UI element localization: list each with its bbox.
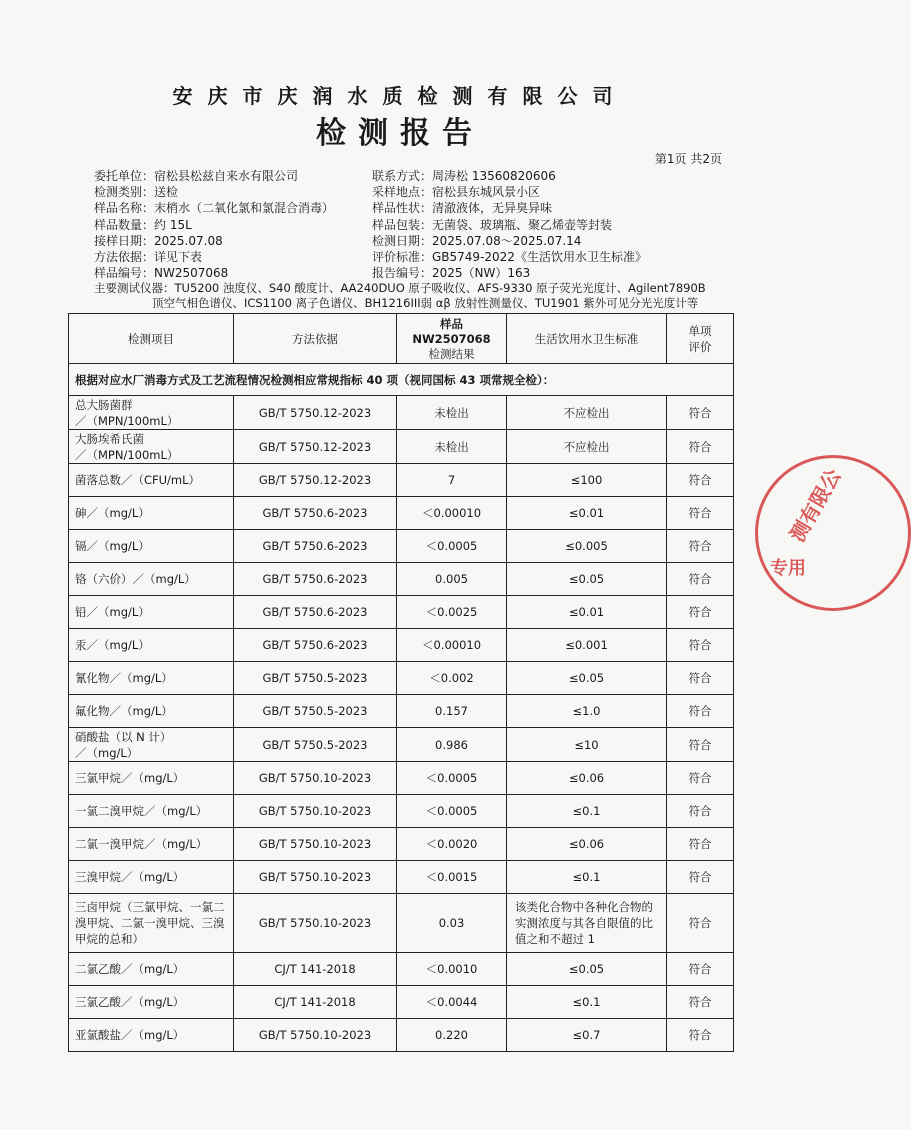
info-left: 样品编号：NW2507068 (94, 266, 229, 281)
cell-item: 三卤甲烷（三氯甲烷、一氯二溴甲烷、二氯一溴甲烷、三溴甲烷的总和） (69, 894, 234, 953)
page-indicator: 第1页 共2页 (654, 152, 722, 166)
cell-standard: ≤0.005 (507, 530, 667, 563)
cell-eval: 符合 (667, 563, 734, 596)
cell-item: 总大肠菌群 ／（MPN/100mL） (69, 396, 234, 430)
instruments-line-1: 主要测试仪器：TU5200 浊度仪、S40 酸度计、AA240DUO 原子吸收仪、AFS-9330 原子荧光光度计、Agilent7890B (94, 281, 706, 295)
table-header-row (69, 314, 734, 364)
cell-eval: 符合 (667, 629, 734, 662)
cell-standard: ≤0.1 (507, 795, 667, 828)
seal-text-bottom: 专用 (770, 558, 806, 579)
cell-standard: ≤100 (507, 464, 667, 497)
cell-result: ＜0.0025 (397, 596, 507, 629)
cell-standard: ≤0.05 (507, 953, 667, 986)
cell-eval: 符合 (667, 894, 734, 953)
cell-eval: 符合 (667, 795, 734, 828)
table-row (69, 762, 734, 795)
cell-standard: ≤0.01 (507, 497, 667, 530)
cell-method: GB/T 5750.10-2023 (234, 828, 397, 861)
cell-item: 三溴甲烷／（mg/L） (69, 861, 234, 894)
cell-standard: ≤1.0 (507, 695, 667, 728)
cell-result: ＜0.0010 (397, 953, 507, 986)
cell-eval: 符合 (667, 530, 734, 563)
cell-method: GB/T 5750.10-2023 (234, 861, 397, 894)
info-left: 样品名称：末梢水（二氧化氯和氯混合消毒） (94, 201, 335, 216)
company-name: 安庆市庆润水质检测有限公司 (172, 84, 628, 108)
table-row (69, 695, 734, 728)
cell-result: ＜0.0005 (397, 762, 507, 795)
info-right: 采样地点：宿松县东城风景小区 (372, 185, 541, 200)
cell-method: GB/T 5750.10-2023 (234, 795, 397, 828)
cell-item: 三氯甲烷／（mg/L） (69, 762, 234, 795)
report-info (94, 168, 734, 281)
header-standard: 生活饮用水卫生标准 (507, 314, 667, 364)
cell-method: CJ/T 141-2018 (234, 986, 397, 1019)
section-text: 根据对应水厂消毒方式及工艺流程情况检测相应常规指标 40 项（视同国标 43 项常规全检）： (69, 364, 734, 396)
info-right: 样品性状：清澈液体，无异臭异味 (372, 201, 553, 216)
info-right: 检测日期：2025.07.08～2025.07.14 (372, 233, 582, 248)
table-row (69, 662, 734, 695)
info-row (94, 200, 734, 216)
cell-method: CJ/T 141-2018 (234, 953, 397, 986)
cell-standard: ≤0.1 (507, 861, 667, 894)
header-result-label: 检测结果 (428, 346, 475, 361)
table-row (69, 953, 734, 986)
results-table (68, 313, 734, 1052)
cell-method: GB/T 5750.10-2023 (234, 762, 397, 795)
table-row (69, 563, 734, 596)
cell-eval: 符合 (667, 430, 734, 464)
seal-text-top: 测有限公 (784, 464, 846, 546)
header-item: 检测项目 (69, 314, 234, 364)
cell-standard: ≤10 (507, 728, 667, 762)
cell-method: GB/T 5750.6-2023 (234, 629, 397, 662)
info-right: 报告编号：2025（NW）163 (372, 266, 531, 281)
cell-eval: 符合 (667, 828, 734, 861)
cell-eval: 符合 (667, 662, 734, 695)
header-result (397, 314, 507, 364)
info-left: 接样日期：2025.07.08 (94, 233, 223, 248)
cell-eval: 符合 (667, 1019, 734, 1052)
cell-eval: 符合 (667, 497, 734, 530)
cell-result: 0.986 (397, 728, 507, 762)
info-left: 委托单位：宿松县松兹自来水有限公司 (94, 169, 299, 183)
cell-eval: 符合 (667, 464, 734, 497)
cell-standard: ≤0.06 (507, 828, 667, 861)
info-row (94, 184, 734, 200)
cell-method: GB/T 5750.5-2023 (234, 695, 397, 728)
cell-item: 菌落总数／（CFU/mL） (69, 464, 234, 497)
cell-eval: 符合 (667, 986, 734, 1019)
info-right: 样品包装：无菌袋、玻璃瓶、聚乙烯壶等封装 (372, 217, 613, 232)
info-row (94, 233, 734, 249)
cell-result: ＜0.00010 (397, 497, 507, 530)
cell-result: 0.220 (397, 1019, 507, 1052)
cell-standard: 该类化合物中各种化合物的实测浓度与其各自限值的比值之和不超过 1 (507, 894, 667, 953)
cell-item: 砷／（mg/L） (69, 497, 234, 530)
cell-standard: ≤0.05 (507, 662, 667, 695)
cell-method: GB/T 5750.10-2023 (234, 894, 397, 953)
cell-result: ＜0.0005 (397, 530, 507, 563)
info-right: 联系方式：周涛松 13560820606 (372, 169, 556, 183)
cell-result: 7 (397, 464, 507, 497)
cell-method: GB/T 5750.10-2023 (234, 1019, 397, 1052)
cell-result: 0.157 (397, 695, 507, 728)
table-row (69, 1019, 734, 1052)
header-eval (667, 314, 734, 364)
cell-standard: ≤0.01 (507, 596, 667, 629)
cell-eval: 符合 (667, 695, 734, 728)
cell-item: 氟化物／（mg/L） (69, 695, 234, 728)
table-row (69, 861, 734, 894)
table-row (69, 530, 734, 563)
cell-eval: 符合 (667, 728, 734, 762)
cell-item: 镉／（mg/L） (69, 530, 234, 563)
cell-standard: ≤0.06 (507, 762, 667, 795)
info-left: 检测类别：送检 (94, 185, 179, 200)
table-row (69, 828, 734, 861)
cell-result: ＜0.0005 (397, 795, 507, 828)
info-row (94, 168, 734, 184)
cell-result: ＜0.002 (397, 662, 507, 695)
cell-result: ＜0.0020 (397, 828, 507, 861)
table-row (69, 396, 734, 430)
cell-standard: ≤0.05 (507, 563, 667, 596)
cell-method: GB/T 5750.12-2023 (234, 396, 397, 430)
header-eval-2: 评价 (688, 339, 712, 354)
company-seal (755, 455, 911, 611)
cell-eval: 符合 (667, 861, 734, 894)
cell-item: 铬（六价）／（mg/L） (69, 563, 234, 596)
header-sample: 样品 NW2507068 (412, 316, 491, 346)
cell-standard: 不应检出 (507, 396, 667, 430)
cell-eval: 符合 (667, 762, 734, 795)
cell-result: ＜0.0044 (397, 986, 507, 1019)
cell-item: 二氯一溴甲烷／（mg/L） (69, 828, 234, 861)
table-row (69, 986, 734, 1019)
cell-item: 一氯二溴甲烷／（mg/L） (69, 795, 234, 828)
cell-method: GB/T 5750.6-2023 (234, 596, 397, 629)
cell-item: 二氯乙酸／（mg/L） (69, 953, 234, 986)
cell-method: GB/T 5750.6-2023 (234, 497, 397, 530)
header-method: 方法依据 (234, 314, 397, 364)
cell-standard: ≤0.001 (507, 629, 667, 662)
info-right: 评价标准：GB5749-2022《生活饮用水卫生标准》 (372, 250, 647, 265)
info-row (94, 249, 734, 265)
cell-item: 汞／（mg/L） (69, 629, 234, 662)
cell-result: ＜0.00010 (397, 629, 507, 662)
cell-result: 未检出 (397, 430, 507, 464)
table-row (69, 464, 734, 497)
cell-method: GB/T 5750.6-2023 (234, 530, 397, 563)
section-row (69, 364, 734, 396)
instruments-line-2: 顶空气相色谱仪、ICS1100 离子色谱仪、BH1216III弱 αβ 放射性测量仪、TU1901 紫外可见分光光度计等 (152, 296, 699, 310)
cell-item: 硝酸盐（以 N 计） ／（mg/L） (69, 728, 234, 762)
info-left: 样品数量：约 15L (94, 217, 192, 232)
cell-method: GB/T 5750.12-2023 (234, 430, 397, 464)
cell-method: GB/T 5750.6-2023 (234, 563, 397, 596)
cell-result: 未检出 (397, 396, 507, 430)
info-row (94, 265, 734, 281)
instruments-list (94, 281, 734, 311)
table-row (69, 497, 734, 530)
cell-result: ＜0.0015 (397, 861, 507, 894)
cell-eval: 符合 (667, 396, 734, 430)
table-row (69, 629, 734, 662)
table-row (69, 894, 734, 953)
table-row (69, 596, 734, 629)
cell-method: GB/T 5750.12-2023 (234, 464, 397, 497)
header-eval-1: 单项 (688, 323, 712, 338)
cell-result: 0.005 (397, 563, 507, 596)
cell-standard: ≤0.1 (507, 986, 667, 1019)
cell-item: 铅／（mg/L） (69, 596, 234, 629)
table-row (69, 728, 734, 762)
cell-item: 大肠埃希氏菌 ／（MPN/100mL） (69, 430, 234, 464)
cell-eval: 符合 (667, 596, 734, 629)
cell-result: 0.03 (397, 894, 507, 953)
cell-standard: ≤0.7 (507, 1019, 667, 1052)
table-row (69, 430, 734, 464)
cell-eval: 符合 (667, 953, 734, 986)
cell-method: GB/T 5750.5-2023 (234, 728, 397, 762)
cell-method: GB/T 5750.5-2023 (234, 662, 397, 695)
info-row (94, 217, 734, 233)
cell-item: 亚氯酸盐／（mg/L） (69, 1019, 234, 1052)
info-left: 方法依据：详见下表 (94, 250, 203, 265)
cell-standard: 不应检出 (507, 430, 667, 464)
cell-item: 氰化物／（mg/L） (69, 662, 234, 695)
table-row (69, 795, 734, 828)
cell-item: 三氯乙酸／（mg/L） (69, 986, 234, 1019)
report-title: 检测报告 (316, 116, 484, 151)
